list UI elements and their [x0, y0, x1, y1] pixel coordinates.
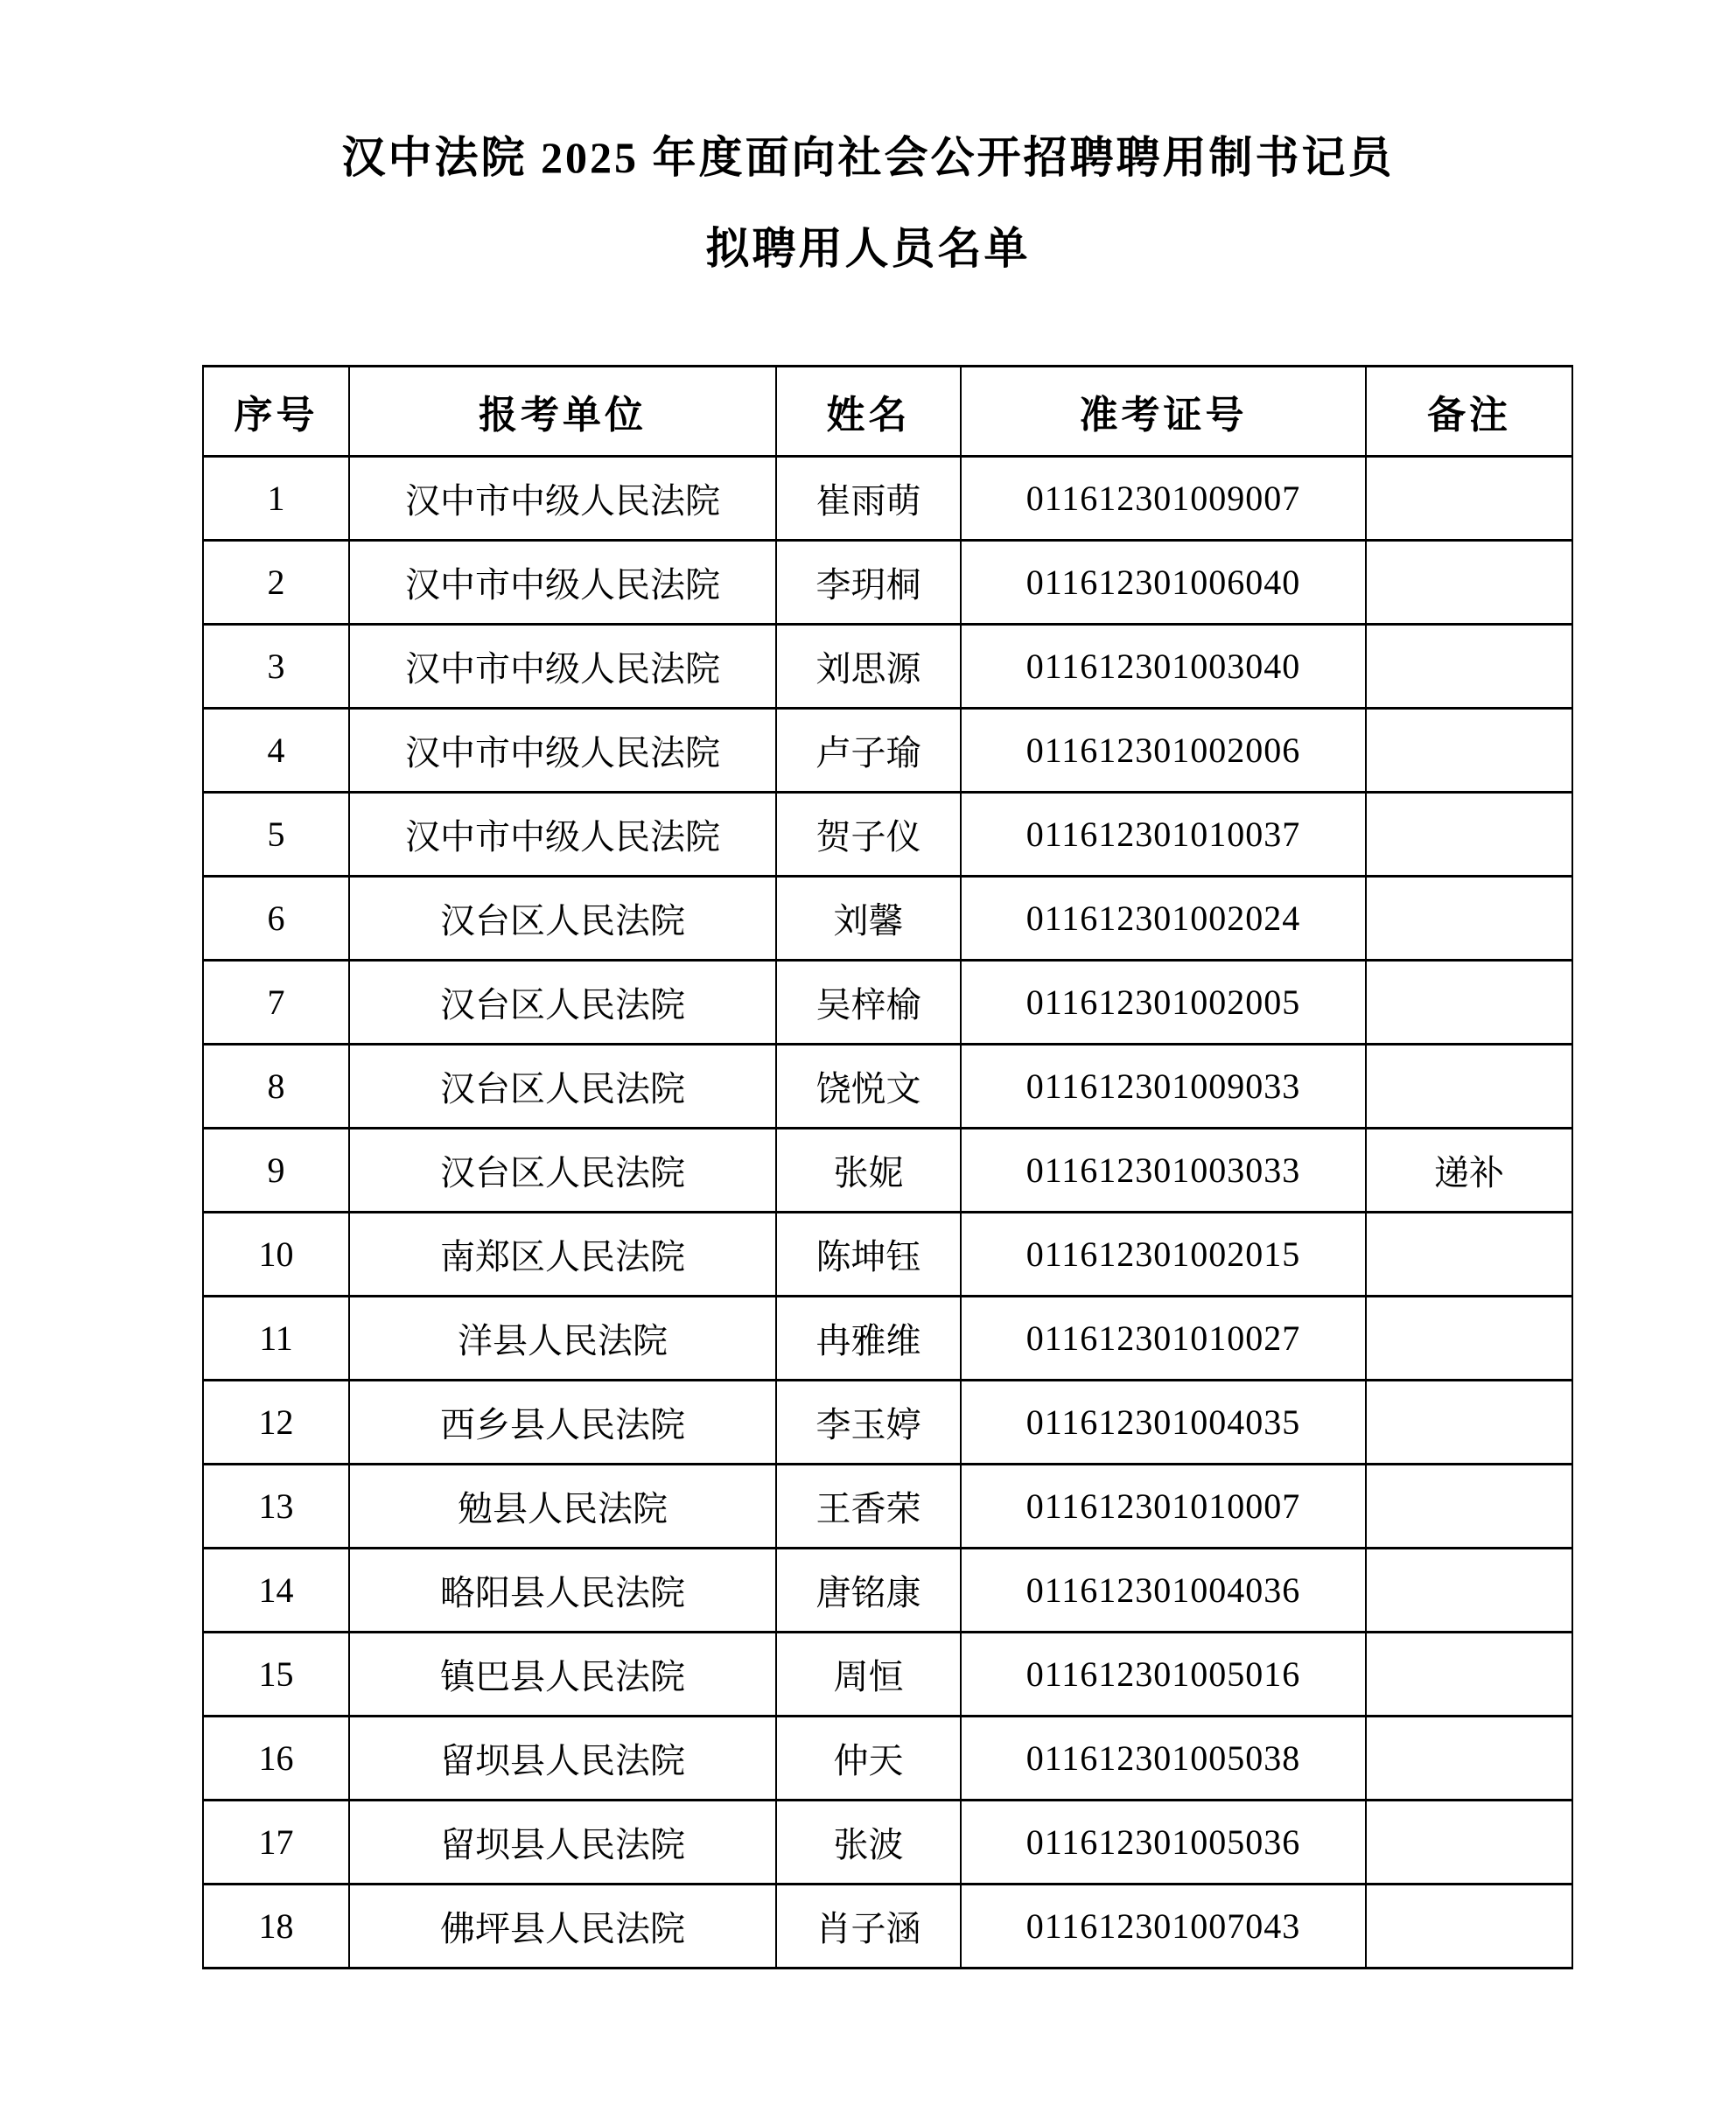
ticket-number-cell: 011612301002005	[961, 961, 1366, 1045]
remark-cell: 递补	[1366, 1129, 1572, 1213]
ticket-number-cell: 011612301005038	[961, 1717, 1366, 1801]
ticket-number-cell: 011612301010007	[961, 1465, 1366, 1549]
name-cell: 吴梓榆	[776, 961, 961, 1045]
name-cell: 崔雨萌	[776, 457, 961, 541]
unit-cell: 南郑区人民法院	[349, 1213, 776, 1297]
unit-cell: 西乡县人民法院	[349, 1381, 776, 1465]
unit-cell: 略阳县人民法院	[349, 1549, 776, 1633]
seq-cell: 17	[203, 1801, 349, 1885]
name-cell: 李玉婷	[776, 1381, 961, 1465]
remark-cell	[1366, 709, 1572, 793]
remark-cell	[1366, 1297, 1572, 1381]
remark-cell	[1366, 1549, 1572, 1633]
ticket-number-cell: 011612301002006	[961, 709, 1366, 793]
unit-cell: 留坝县人民法院	[349, 1801, 776, 1885]
seq-cell: 10	[203, 1213, 349, 1297]
unit-cell: 汉中市中级人民法院	[349, 541, 776, 625]
remark-cell	[1366, 1633, 1572, 1717]
remark-cell	[1366, 793, 1572, 877]
seq-cell: 7	[203, 961, 349, 1045]
table-row	[203, 1297, 1572, 1381]
table-row	[203, 625, 1572, 709]
column-header-seq: 序号	[203, 367, 349, 457]
name-cell: 贺子仪	[776, 793, 961, 877]
unit-cell: 汉台区人民法院	[349, 961, 776, 1045]
seq-cell: 1	[203, 457, 349, 541]
table-row	[203, 961, 1572, 1045]
table-row	[203, 1045, 1572, 1129]
remark-cell	[1366, 541, 1572, 625]
unit-cell: 汉台区人民法院	[349, 1045, 776, 1129]
hiring-roster-table	[202, 365, 1573, 1969]
remark-cell	[1366, 961, 1572, 1045]
name-cell: 刘馨	[776, 877, 961, 961]
ticket-number-cell: 011612301010037	[961, 793, 1366, 877]
table-row	[203, 1885, 1572, 1969]
table-row	[203, 1633, 1572, 1717]
remark-cell	[1366, 625, 1572, 709]
ticket-number-cell: 011612301002015	[961, 1213, 1366, 1297]
seq-cell: 13	[203, 1465, 349, 1549]
table-row	[203, 1717, 1572, 1801]
seq-cell: 3	[203, 625, 349, 709]
document-title	[0, 112, 1736, 294]
seq-cell: 6	[203, 877, 349, 961]
unit-cell: 佛坪县人民法院	[349, 1885, 776, 1969]
seq-cell: 5	[203, 793, 349, 877]
table-row	[203, 793, 1572, 877]
name-cell: 李玥桐	[776, 541, 961, 625]
table-row	[203, 709, 1572, 793]
unit-cell: 镇巴县人民法院	[349, 1633, 776, 1717]
seq-cell: 2	[203, 541, 349, 625]
unit-cell: 汉中市中级人民法院	[349, 625, 776, 709]
name-cell: 周恒	[776, 1633, 961, 1717]
table-row	[203, 1129, 1572, 1213]
column-header-name: 姓名	[776, 367, 961, 457]
column-header-unit: 报考单位	[349, 367, 776, 457]
table-header-row	[203, 367, 1572, 457]
remark-cell	[1366, 1213, 1572, 1297]
name-cell: 刘思源	[776, 625, 961, 709]
ticket-number-cell: 011612301004036	[961, 1549, 1366, 1633]
unit-cell: 汉台区人民法院	[349, 1129, 776, 1213]
ticket-number-cell: 011612301005016	[961, 1633, 1366, 1717]
ticket-number-cell: 011612301009007	[961, 457, 1366, 541]
remark-cell	[1366, 1465, 1572, 1549]
ticket-number-cell: 011612301005036	[961, 1801, 1366, 1885]
table-row	[203, 1549, 1572, 1633]
unit-cell: 汉中市中级人民法院	[349, 457, 776, 541]
unit-cell: 汉台区人民法院	[349, 877, 776, 961]
name-cell: 张妮	[776, 1129, 961, 1213]
seq-cell: 15	[203, 1633, 349, 1717]
table-body	[203, 457, 1572, 1969]
column-header-remark: 备注	[1366, 367, 1572, 457]
seq-cell: 8	[203, 1045, 349, 1129]
seq-cell: 14	[203, 1549, 349, 1633]
seq-cell: 18	[203, 1885, 349, 1969]
unit-cell: 洋县人民法院	[349, 1297, 776, 1381]
remark-cell	[1366, 1045, 1572, 1129]
table-row	[203, 541, 1572, 625]
remark-cell	[1366, 1801, 1572, 1885]
name-cell: 饶悦文	[776, 1045, 961, 1129]
unit-cell: 汉中市中级人民法院	[349, 793, 776, 877]
name-cell: 王香荣	[776, 1465, 961, 1549]
table-row	[203, 877, 1572, 961]
seq-cell: 12	[203, 1381, 349, 1465]
name-cell: 肖子涵	[776, 1885, 961, 1969]
unit-cell: 留坝县人民法院	[349, 1717, 776, 1801]
name-cell: 仲天	[776, 1717, 961, 1801]
ticket-number-cell: 011612301010027	[961, 1297, 1366, 1381]
remark-cell	[1366, 1717, 1572, 1801]
table-row	[203, 1801, 1572, 1885]
seq-cell: 11	[203, 1297, 349, 1381]
remark-cell	[1366, 877, 1572, 961]
document-title-line1: 汉中法院 2025 年度面向社会公开招聘聘用制书记员	[341, 133, 1395, 182]
name-cell: 张波	[776, 1801, 961, 1885]
remark-cell	[1366, 1381, 1572, 1465]
ticket-number-cell: 011612301004035	[961, 1381, 1366, 1465]
ticket-number-cell: 011612301007043	[961, 1885, 1366, 1969]
column-header-ticket: 准考证号	[961, 367, 1366, 457]
remark-cell	[1366, 1885, 1572, 1969]
seq-cell: 16	[203, 1717, 349, 1801]
seq-cell: 4	[203, 709, 349, 793]
remark-cell	[1366, 457, 1572, 541]
name-cell: 冉雅维	[776, 1297, 961, 1381]
table-row	[203, 1381, 1572, 1465]
unit-cell: 汉中市中级人民法院	[349, 709, 776, 793]
table-row	[203, 457, 1572, 541]
ticket-number-cell: 011612301009033	[961, 1045, 1366, 1129]
ticket-number-cell: 011612301003040	[961, 625, 1366, 709]
table-row	[203, 1465, 1572, 1549]
seq-cell: 9	[203, 1129, 349, 1213]
ticket-number-cell: 011612301006040	[961, 541, 1366, 625]
ticket-number-cell: 011612301003033	[961, 1129, 1366, 1213]
name-cell: 唐铭康	[776, 1549, 961, 1633]
unit-cell: 勉县人民法院	[349, 1465, 776, 1549]
document-title-line2: 拟聘用人员名单	[705, 224, 1031, 273]
table-row	[203, 1213, 1572, 1297]
ticket-number-cell: 011612301002024	[961, 877, 1366, 961]
name-cell: 卢子瑜	[776, 709, 961, 793]
name-cell: 陈坤钰	[776, 1213, 961, 1297]
